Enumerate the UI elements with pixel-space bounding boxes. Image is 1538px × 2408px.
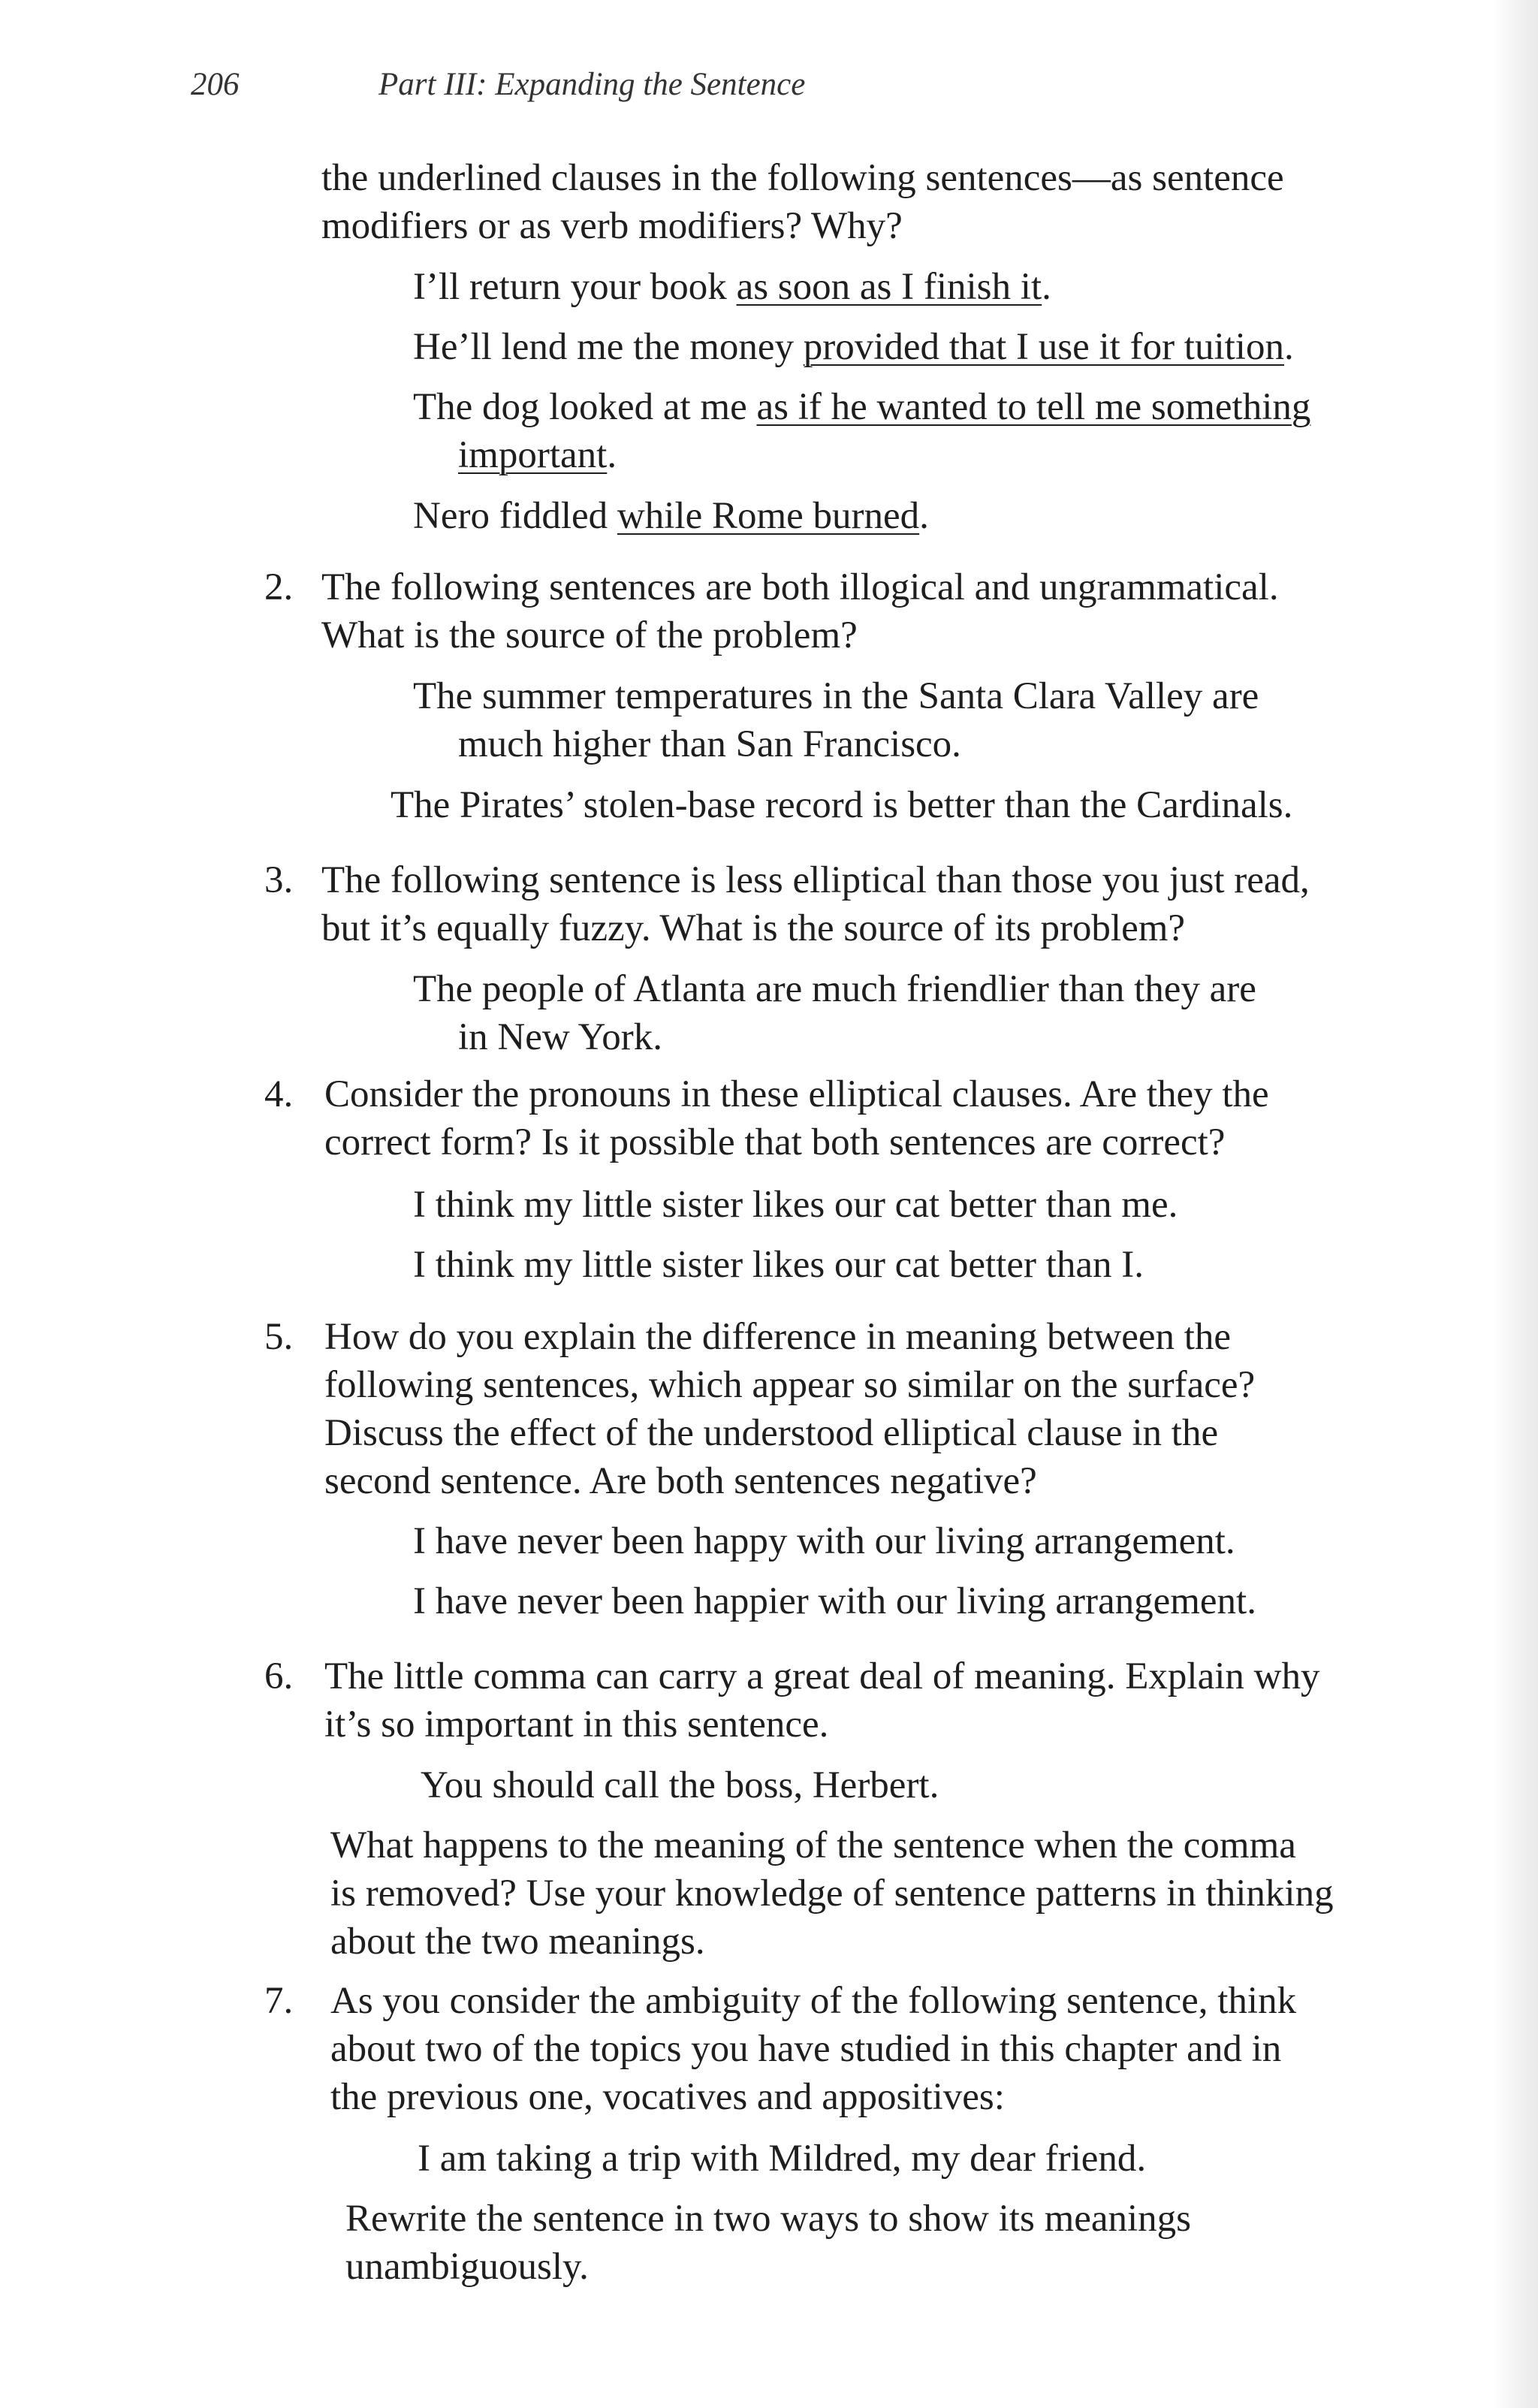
example-sentence: The people of Atlanta are much friendlier than they are (413, 968, 1256, 1010)
example-sentence: I’ll return your book as soon as I finish it. (413, 266, 1051, 308)
item-number: 4. (264, 1073, 294, 1115)
page-edge-shadow (1493, 0, 1538, 2408)
example-sentence: I am taking a trip with Mildred, my dear friend. (418, 2138, 1147, 2180)
item-6-text: The little comma can carry a great deal of meaning. Explain why it’s so important in this sentence. (324, 1655, 1320, 1746)
example-sentence: I have never been happy with our living arrangement. (413, 1520, 1235, 1562)
example-sentence: The dog looked at me as if he wanted to tell me something (413, 386, 1311, 428)
item-number: 3. (264, 859, 294, 901)
item-5-text: How do you explain the difference in meaning between the following sentences, which appear so similar on the surface? Discuss the effect of the understood elliptical clause in the second sentence. Are both sentences negative? (324, 1316, 1256, 1502)
item-number: 6. (264, 1655, 294, 1697)
item-3-text: The following sentence is less elliptical than those you just read, but it’s equally fuzzy. What is the source of its problem? (321, 859, 1310, 949)
example-sentence: I have never been happier with our living arrangement. (413, 1580, 1256, 1622)
item-7-followup: Rewrite the sentence in two ways to show its meanings unambiguously. (345, 2198, 1192, 2288)
example-sentence: I think my little sister likes our cat better than I. (413, 1244, 1144, 1286)
example-sentence: The Pirates’ stolen-base record is better than the Cardinals. (391, 784, 1293, 826)
running-header (191, 66, 805, 103)
item-4-text: Consider the pronouns in these elliptical clauses. Are they the correct form? Is it possible that both sentences are correct? (324, 1073, 1269, 1163)
item-number: 2. (264, 566, 294, 608)
example-sentence: The summer temperatures in the Santa Clara Valley are (413, 675, 1259, 717)
example-sentence: Nero fiddled while Rome burned. (413, 495, 929, 537)
item-6-followup: What happens to the meaning of the sentence when the comma is removed? Use your knowledge of sentence patterns in thinking about the two meanings. (330, 1824, 1334, 1963)
example-sentence-continuation: much higher than San Francisco. (458, 723, 961, 765)
item-number: 5. (264, 1316, 294, 1358)
example-sentence: He’ll lend me the money provided that I use it for tuition. (413, 326, 1294, 368)
item-7-text: As you consider the ambiguity of the following sentence, think about two of the topics you have studied in this chapter and in the previous one, vocatives and appositives: (330, 1980, 1297, 2118)
item-1-text: the underlined clauses in the following sentences—as sentence modifiers or as verb modifiers? Why? (321, 157, 1284, 247)
example-sentence-continuation: in New York. (458, 1016, 663, 1058)
example-sentence: I think my little sister likes our cat better than me. (413, 1184, 1178, 1226)
running-title: Part III: Expanding the Sentence (378, 67, 806, 102)
item-2-text: The following sentences are both illogical and ungrammatical. What is the source of the problem? (321, 566, 1279, 656)
item-number: 7. (264, 1980, 294, 2022)
page-number: 206 (191, 67, 240, 102)
example-sentence: You should call the boss, Herbert. (421, 1764, 939, 1806)
example-sentence-continuation: important. (458, 434, 617, 476)
